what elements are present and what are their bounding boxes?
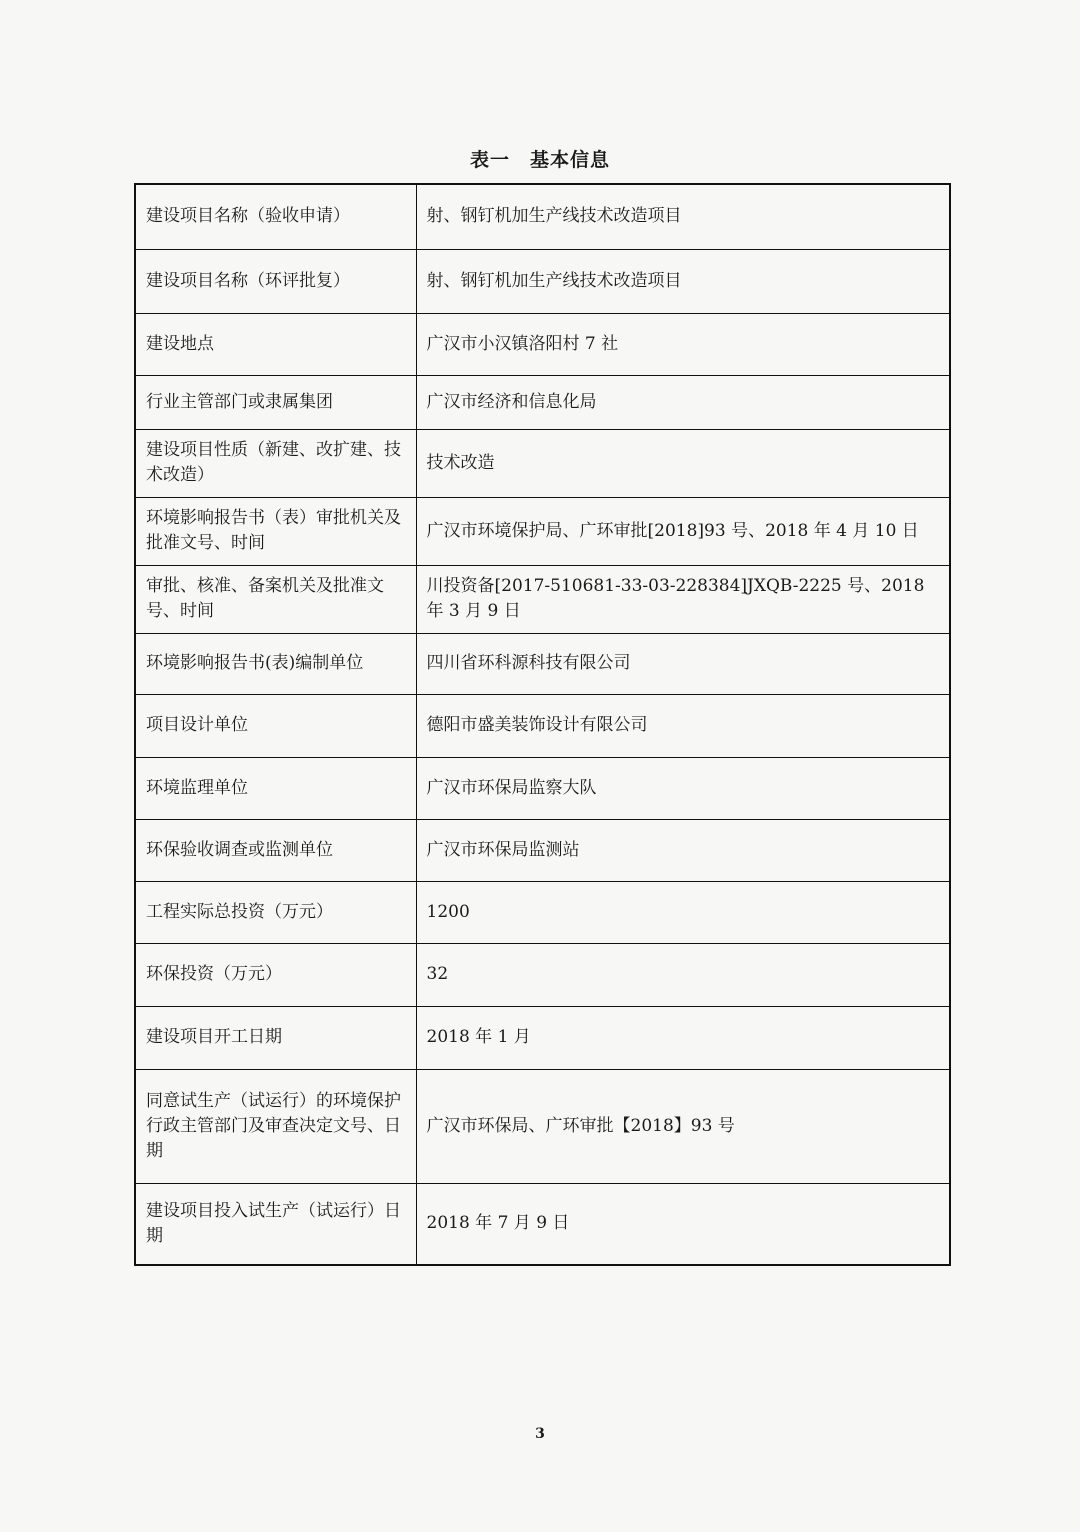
table-row <box>135 497 950 565</box>
row-value: 技术改造 <box>416 429 950 497</box>
row-label: 环境监理单位 <box>135 757 416 819</box>
page-title: 表一 基本信息 <box>469 149 610 171</box>
row-label: 建设项目开工日期 <box>135 1006 416 1069</box>
table-row <box>135 1069 950 1183</box>
table-row <box>135 429 950 497</box>
row-label: 环保投资（万元） <box>135 943 416 1006</box>
table-row <box>135 313 950 375</box>
table-row <box>135 184 950 249</box>
row-label: 行业主管部门或隶属集团 <box>135 375 416 429</box>
table-row <box>135 375 950 429</box>
table-row <box>135 565 950 633</box>
row-value: 广汉市经济和信息化局 <box>416 375 950 429</box>
table-row <box>135 943 950 1006</box>
row-value: 川投资备[2017-510681-33-03-228384]JXQB-2225 号、2018 年 3 月 9 日 <box>416 565 950 633</box>
row-value: 四川省环科源科技有限公司 <box>416 633 950 694</box>
row-label: 建设项目名称（环评批复） <box>135 249 416 313</box>
basic-info-table <box>134 183 951 1266</box>
row-label: 建设项目性质（新建、改扩建、技术改造） <box>135 429 416 497</box>
row-value: 德阳市盛美装饰设计有限公司 <box>416 694 950 757</box>
table-row <box>135 1183 950 1265</box>
table-row <box>135 633 950 694</box>
table-row <box>135 249 950 313</box>
row-value: 射、钢钉机加生产线技术改造项目 <box>416 249 950 313</box>
table-row <box>135 881 950 943</box>
page-number: 3 <box>535 1426 545 1442</box>
row-value: 广汉市环保局监察大队 <box>416 757 950 819</box>
table-row <box>135 757 950 819</box>
row-value: 2018 年 7 月 9 日 <box>416 1183 950 1265</box>
row-value: 射、钢钉机加生产线技术改造项目 <box>416 184 950 249</box>
row-label: 审批、核准、备案机关及批准文号、时间 <box>135 565 416 633</box>
row-label: 建设地点 <box>135 313 416 375</box>
row-label: 环境影响报告书（表）审批机关及批准文号、时间 <box>135 497 416 565</box>
row-label: 建设项目投入试生产（试运行）日期 <box>135 1183 416 1265</box>
row-label: 项目设计单位 <box>135 694 416 757</box>
table-row <box>135 819 950 881</box>
row-value: 2018 年 1 月 <box>416 1006 950 1069</box>
row-value: 1200 <box>416 881 950 943</box>
table-row <box>135 1006 950 1069</box>
row-value: 广汉市环保局监测站 <box>416 819 950 881</box>
row-label: 环保验收调查或监测单位 <box>135 819 416 881</box>
row-value: 广汉市环保局、广环审批【2018】93 号 <box>416 1069 950 1183</box>
row-label: 工程实际总投资（万元） <box>135 881 416 943</box>
row-value: 广汉市小汉镇洛阳村 7 社 <box>416 313 950 375</box>
row-value: 32 <box>416 943 950 1006</box>
row-label: 环境影响报告书(表)编制单位 <box>135 633 416 694</box>
row-label: 建设项目名称（验收申请） <box>135 184 416 249</box>
table-row <box>135 694 950 757</box>
row-label: 同意试生产（试运行）的环境保护行政主管部门及审查决定文号、日期 <box>135 1069 416 1183</box>
row-value: 广汉市环境保护局、广环审批[2018]93 号、2018 年 4 月 10 日 <box>416 497 950 565</box>
